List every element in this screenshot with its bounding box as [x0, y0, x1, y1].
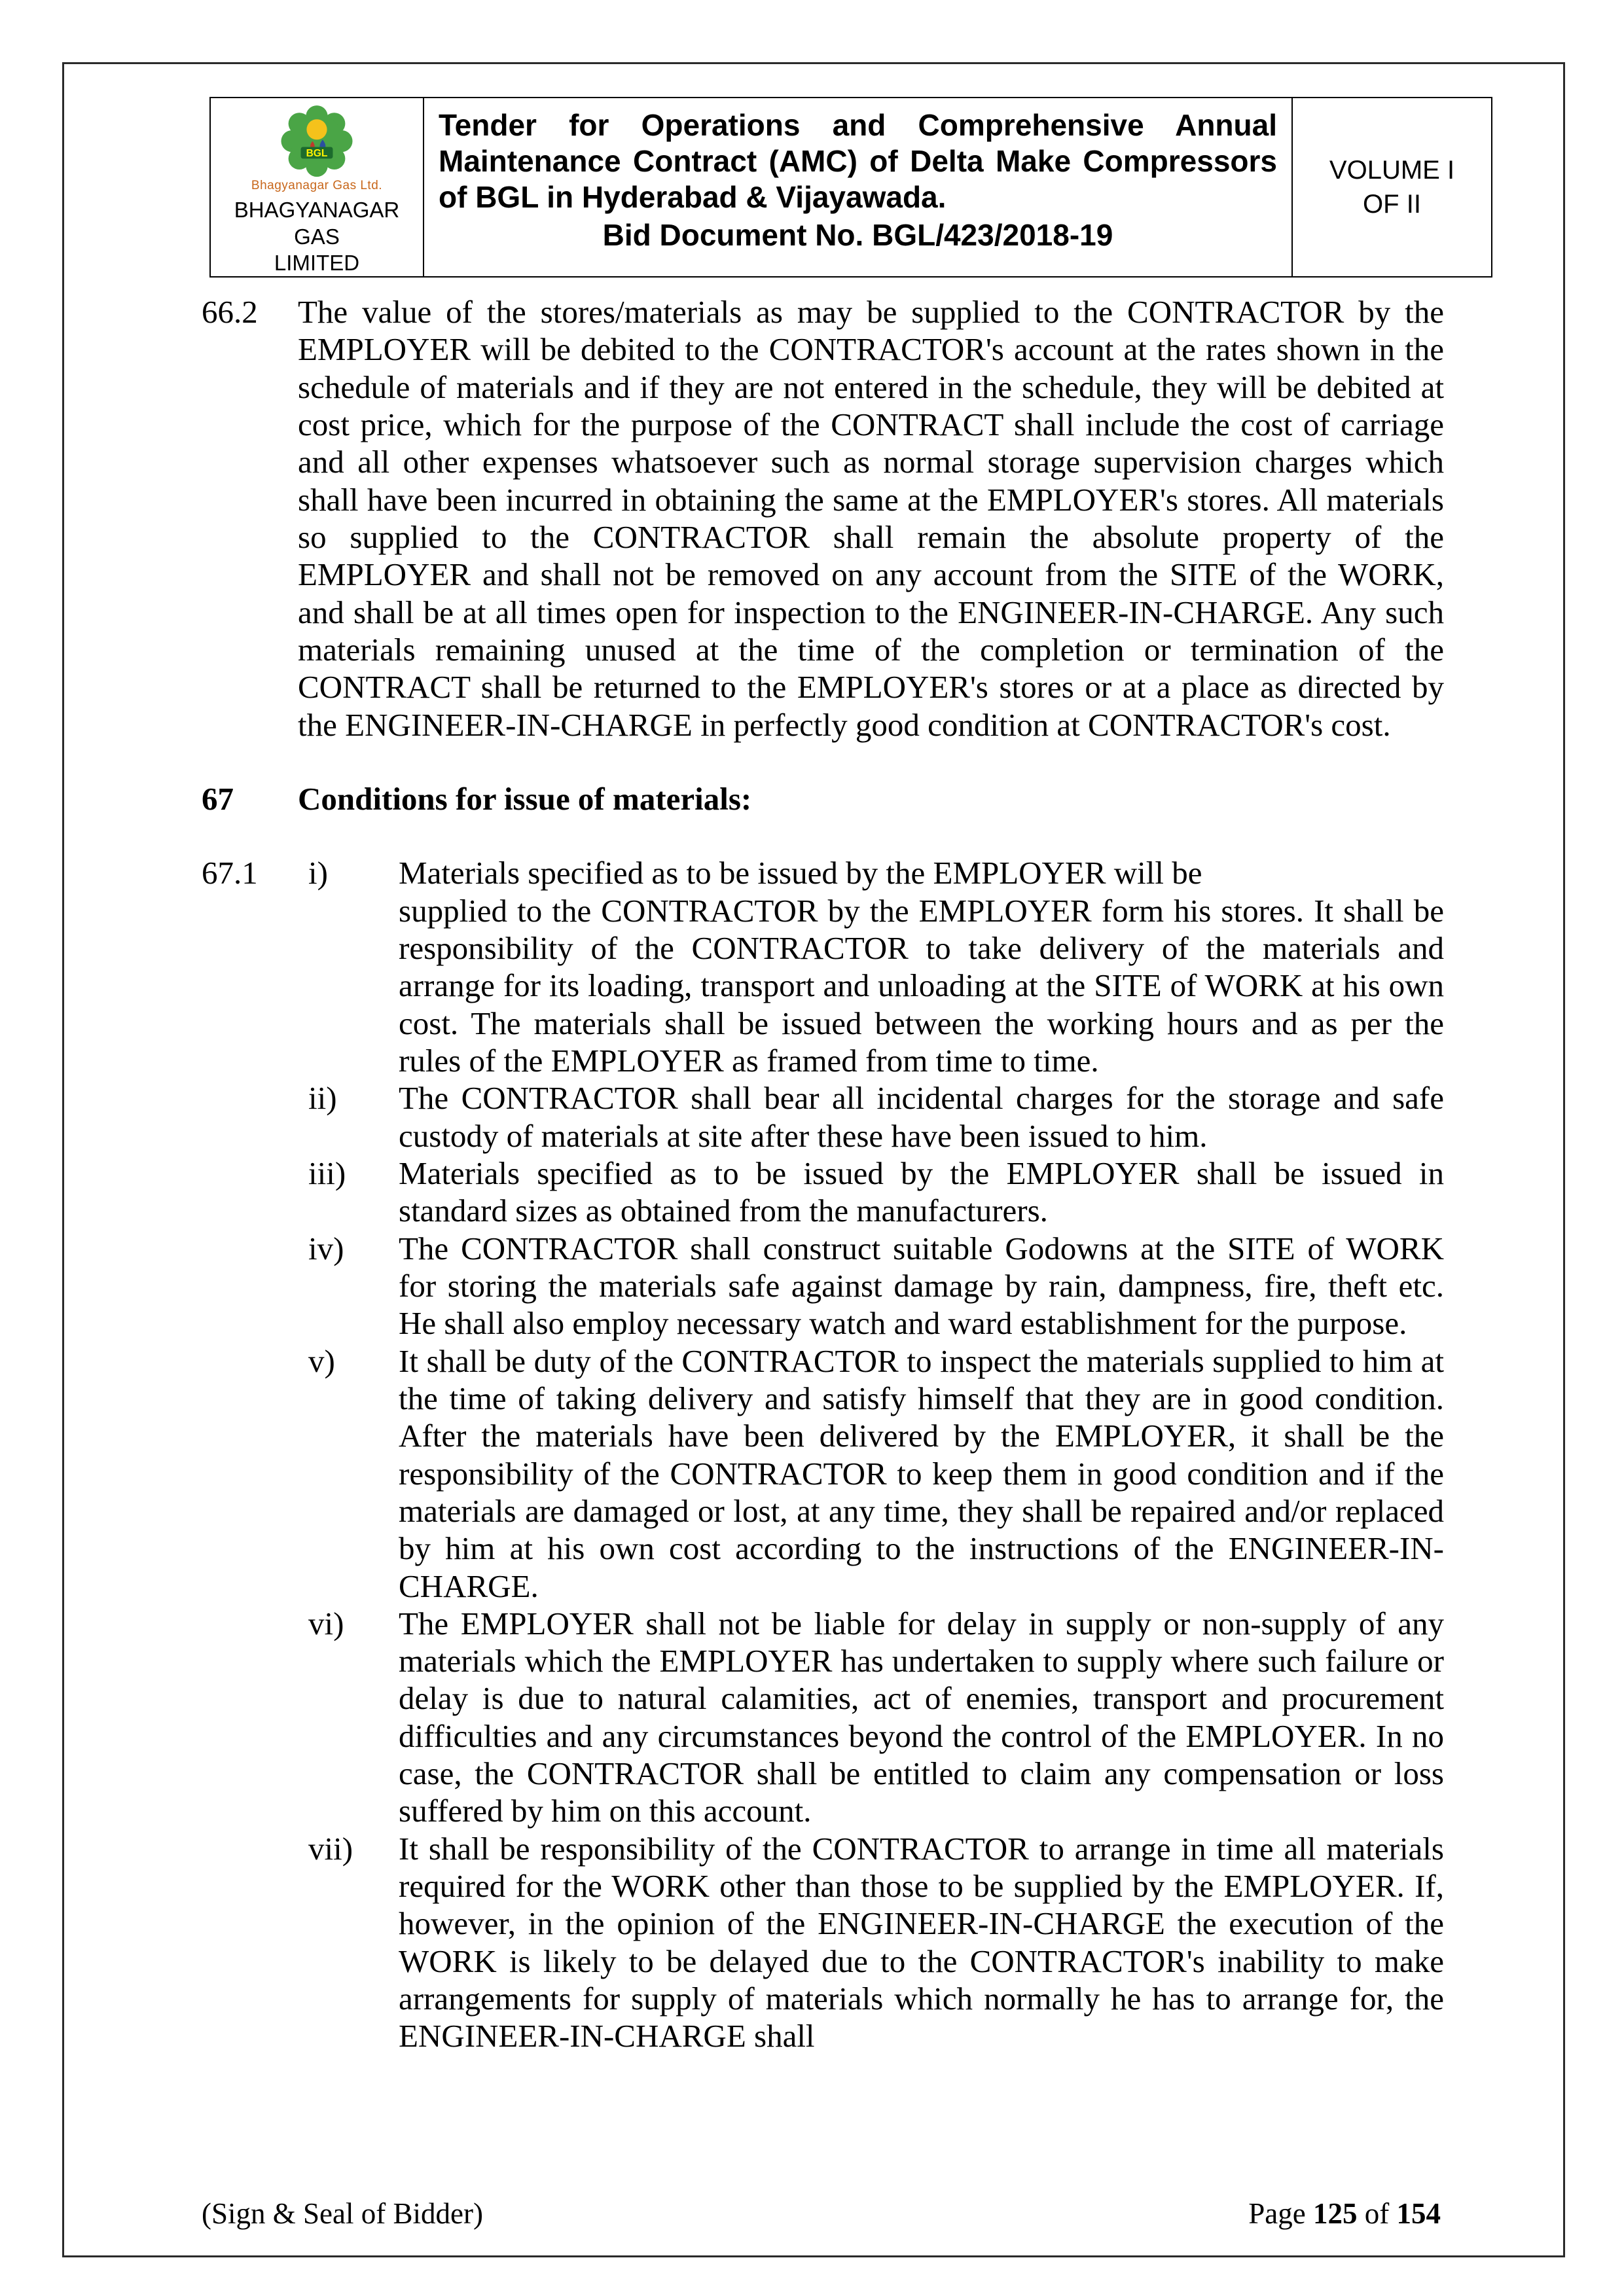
list-item-text: Materials specified as to be issued by the EMPLOYER shall be issued in standard sizes as obtained from the manufacturers.	[399, 1155, 1444, 1229]
list-item	[202, 1605, 1444, 1830]
list-item-text: The CONTRACTOR shall construct suitable Godowns at the SITE of WORK for storing the materials safe against damage by rain, dampness, fire, theft etc. He shall also employ necessary watch and ward establishment for the purpose.	[399, 1230, 1444, 1342]
heading-text: Conditions for issue of materials:	[298, 780, 752, 817]
document-header	[209, 97, 1492, 278]
page-label: Page	[1248, 2197, 1306, 2230]
tender-title-cell	[424, 98, 1293, 276]
document-body	[64, 293, 1563, 2055]
company-name-line2: LIMITED	[274, 250, 360, 275]
logo-sun-icon	[306, 119, 327, 139]
volume-cell	[1293, 98, 1491, 276]
list-item-marker: v)	[308, 1342, 335, 1379]
page-of-label: of	[1364, 2197, 1390, 2230]
list-item-text: It shall be duty of the CONTRACTOR to inspect the materials supplied to him at the time of taking delivery and satisfy himself that they are in good condition. After the materials have been delivered by the EMPLOYER, it shall be the responsibility of the CONTRACTOR to keep them in good condition and if the materials are damaged or lost, at any time, they shall be repaired and/or replaced by him at his own cost according to the instructions of the ENGINEER-IN-CHARGE.	[399, 1342, 1444, 1604]
sign-seal-note: (Sign & Seal of Bidder)	[202, 2197, 483, 2230]
list-item-marker: iv)	[308, 1230, 344, 1266]
tender-title: Tender for Operations and Comprehensive Annual Maintenance Contract (AMC) of Delta Make Compressors of BGL in Hyderabad & Vijayawada.	[439, 108, 1277, 215]
company-name-line1: BHAGYANAGAR GAS	[234, 198, 400, 249]
section-67-heading	[202, 780, 1444, 817]
list-item	[202, 1342, 1444, 1605]
list-item	[202, 1155, 1444, 1230]
page-footer	[202, 2197, 1441, 2231]
volume-line2: OF II	[1363, 190, 1421, 219]
section-66-2	[202, 293, 1444, 744]
list-item-marker: ii)	[308, 1080, 337, 1117]
list-number: 67.1	[202, 855, 258, 891]
bgl-logo-icon	[275, 105, 359, 177]
section-text: The value of the stores/materials as may be supplied to the CONTRACTOR by the EMPLOYER will be debited to the CONTRACTOR's account at the rates shown in the schedule of materials and if they are not entered in the schedule, they will be debited at cost price, which for the purpose of the CONTRACT shall include the cost of carriage and all other expenses whatsoever such as normal storage supervision charges which shall have been incurred in obtaining the same at the EMPLOYER's stores. All materials so supplied to the CONTRACTOR shall remain the absolute property of the EMPLOYER and shall not be removed on any account from the SITE of the WORK, and shall be at all times open for inspection to the ENGINEER-IN-CHARGE. Any such materials remaining unused at the time of the completion or termination of the CONTRACT shall be returned to the EMPLOYER's stores or at a place as directed by the ENGINEER-IN-CHARGE in perfectly good condition at CONTRACTOR's cost.	[298, 294, 1444, 743]
list-item-marker: vii)	[308, 1830, 353, 1867]
bid-document-number: Bid Document No. BGL/423/2018-19	[602, 217, 1113, 252]
list-item-marker: vi)	[308, 1605, 344, 1641]
page-current: 125	[1313, 2197, 1358, 2230]
list-item	[202, 1079, 1444, 1155]
list-item-lead: Materials specified as to be issued by the EMPLOYER will be	[399, 855, 1202, 891]
heading-number: 67	[202, 780, 234, 817]
section-number: 66.2	[202, 294, 258, 330]
logo-caption: Bhagyanagar Gas Ltd.	[251, 179, 383, 193]
page-border	[62, 62, 1565, 2257]
list-item	[202, 854, 1444, 1079]
list-item	[202, 1830, 1444, 2055]
logo-bgl-text: BGL	[306, 147, 328, 159]
section-67-1-list	[202, 854, 1444, 2055]
page-total: 154	[1396, 2197, 1441, 2230]
list-item-marker: iii)	[308, 1155, 346, 1191]
logo-cell	[211, 98, 424, 276]
list-item-body: supplied to the CONTRACTOR by the EMPLOYER form his stores. It shall be responsibility of the CONTRACTOR to take delivery of the materials and arrange for its loading, transport and unloading at the SITE of WORK at his own cost. The materials shall be issued between the working hours and as per the rules of the EMPLOYER as framed from time to time.	[399, 892, 1444, 1079]
list-item-text	[399, 854, 1444, 1079]
list-item-marker: i)	[308, 855, 328, 891]
volume-line1: VOLUME I	[1329, 156, 1455, 185]
company-name	[211, 197, 423, 276]
list-item-text: The EMPLOYER shall not be liable for delay in supply or non-supply of any materials which the EMPLOYER has undertaken to supply where such failure or delay is due to natural calamities, act of enemies, transport and procurement difficulties and any circumstances beyond the control of the EMPLOYER. In no case, the CONTRACTOR shall be entitled to claim any compensation or loss suffered by him on this account.	[399, 1605, 1444, 1829]
list-item-text: It shall be responsibility of the CONTRACTOR to arrange in time all materials required for the WORK other than those to be supplied by the EMPLOYER. If, however, in the opinion of the ENGINEER-IN-CHARGE the execution of the WORK is likely to be delayed due to the CONTRACTOR's inability to make arrangements for supply of materials which normally he has to arrange for, the ENGINEER-IN-CHARGE shall	[399, 1830, 1444, 2054]
page-number	[1248, 2197, 1441, 2231]
list-item-text: The CONTRACTOR shall bear all incidental charges for the storage and safe custody of materials at site after these have been issued to him.	[399, 1080, 1444, 1154]
list-item	[202, 1230, 1444, 1342]
